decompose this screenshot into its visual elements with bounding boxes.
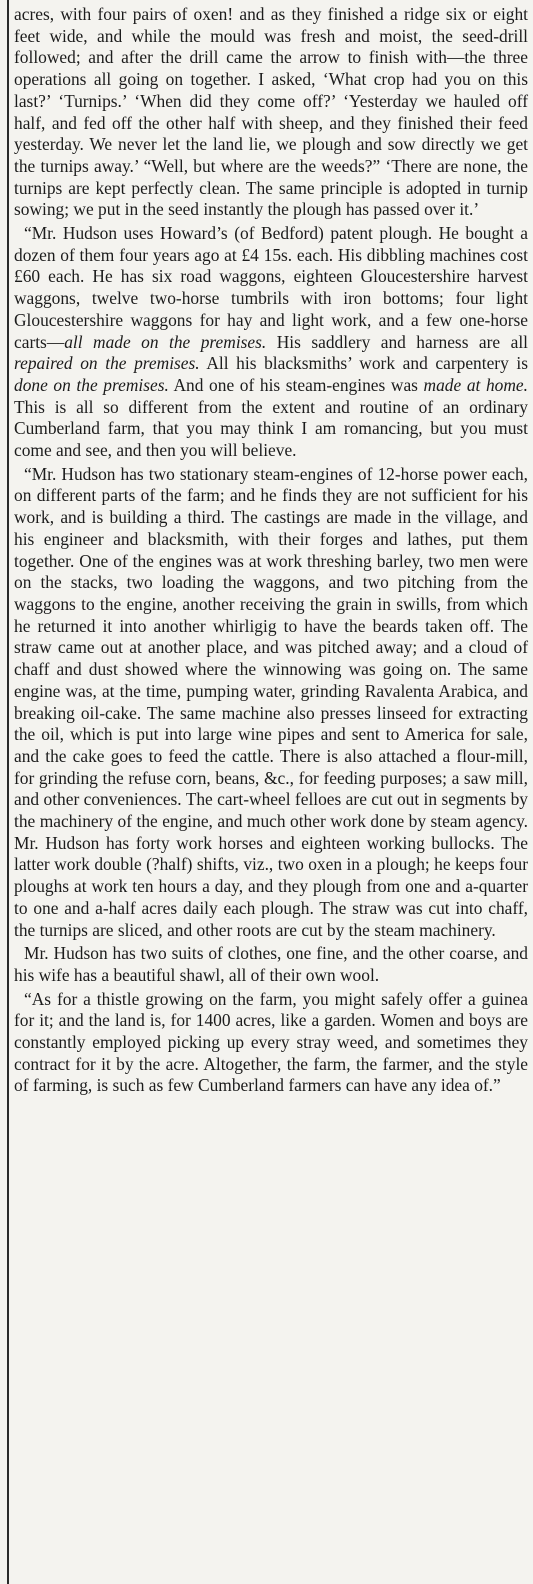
article-column bbox=[14, 4, 528, 1099]
italic-phrase: repaired on the premises. bbox=[14, 353, 200, 374]
article-paragraph bbox=[14, 989, 528, 1098]
paragraph-text: And one of his steam-engines was bbox=[168, 374, 424, 395]
article-paragraph bbox=[14, 223, 528, 462]
italic-phrase: made at home. bbox=[423, 374, 528, 395]
italic-phrase: all made on the premises. bbox=[64, 331, 267, 352]
column-rule bbox=[7, 0, 9, 1584]
paragraph-text: acres, with four pairs of oxen! and as they finished a ridge six or eight feet wide, and while the mould was fresh and moist, the seed-drill followed; and after the drill came the arrow to finish with—the three operations all going on together. I asked, ‘What crop had you on this last?’ ‘Turnips.’ ‘When did they come off?’ ‘Yesterday we hauled off half, and fed off the other half with sheep, and they finished their feed yesterday. We never let the land lie, we plough and sow directly we get the turnips away.’ “Well, but where are the weeds?” ‘There are none, the turnips are kept perfectly clean. The same principle is adopted in turnip sowing; we put in the seed instantly the plough has passed over it.’ bbox=[14, 4, 528, 220]
paragraph-text: This is all so different from the extent and routine of an ordinary Cumberland farm, that you may think I am romancing, but you must come and see, and then you will believe. bbox=[14, 396, 528, 461]
article-paragraph bbox=[14, 464, 528, 941]
paragraph-text: “Mr. Hudson uses Howard’s (of Bedford) patent plough. He bought a dozen of them four years ago at £4 15s. each. His dibbling machines cost £60 each. He has six road waggons, eighteen Gloucestershire harvest waggons, twelve two-horse tumbrils with iron bottoms; four light Gloucestershire waggons for hay and light work, and a few one-horse carts— bbox=[14, 223, 528, 352]
paragraph-text: Mr. Hudson has two suits of clothes, one fine, and the other coarse, and his wife has a beautiful shawl, all of their own wool. bbox=[14, 943, 528, 985]
italic-phrase: done on the premises. bbox=[14, 374, 169, 395]
paragraph-text: “As for a thistle growing on the farm, you might safely offer a guinea for it; and the land is, for 1400 acres, like a garden. Women and boys are constantly employed picking up every stray weed, and sometimes they contract for it by the acre. Altogether, the farm, the farmer, and the style of farming, is such as few Cumberland farmers can have any idea of.” bbox=[14, 988, 528, 1096]
article-paragraph bbox=[14, 943, 528, 986]
article-paragraph bbox=[14, 4, 528, 221]
paragraph-text: All his blacksmiths’ work and carpentery is bbox=[199, 353, 528, 374]
paragraph-text: His saddlery and harness are all bbox=[266, 331, 528, 352]
paragraph-text: “Mr. Hudson has two stationary steam-engines of 12-horse power each, on different parts of the farm; and he finds they are not sufficient for his work, and is building a third. The castings are made in the village, and his engineer and blacksmith, with their forges and lathes, put them together. One of the engines was at work threshing barley, two men were on the stacks, two loading the waggons, and two pitching from the waggons to the engine, another receiving the grain in swills, from which he returned it into another whirligig to have the beards taken off. The straw came out at another place, and was pitched away; and a cloud of chaff and dust showed where the winnowing was going on. The same engine was, at the time, pumping water, grinding Ravalenta Arabica, and breaking oil-cake. The same machine also presses linseed for extracting the oil, which is put into large wine pipes and sent to America for sale, and the cake goes to feed the cattle. There is also attached a flour-mill, for grinding the refuse corn, beans, &c., for feeding purposes; a saw mill, and other conveniences. The cart-wheel felloes are cut out in segments by the machinery of the engine, and much other work done by steam agency. Mr. Hudson has forty work horses and eighteen working bullocks. The latter work double (?half) shifts, viz., two oxen in a plough; he keeps four ploughs at work ten hours a day, and they plough from one and a-quarter to one and a-half acres daily each plough. The straw was cut into chaff, the turnips are sliced, and other roots are cut by the steam machinery. bbox=[14, 463, 528, 940]
